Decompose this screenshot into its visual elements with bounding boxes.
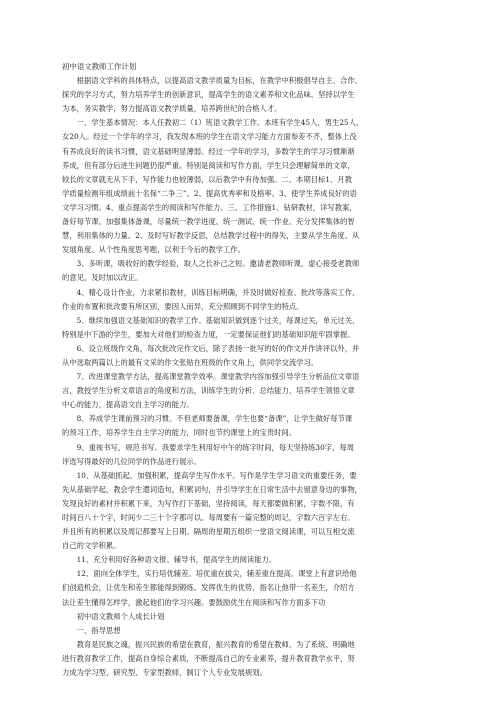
text-line: 评选写得最好的几位同学的作品进行展示。: [62, 456, 202, 466]
text-line: 特别是中下游的学生，要加大对他们的检查力度，一定要保证他们的基础知识能牢固掌握。: [62, 329, 355, 339]
text-line: 10、从基础抓起，加强积累，提高学生写作水平。写作是学生学习语文的重要任务，要: [62, 470, 357, 480]
text-line: 9、重视书写，规范书写。我要求学生利用好中午的练字时间，每天坚持练30字，每周: [62, 442, 355, 452]
text-line: 先从基础学起，教会学生遣词造句，积累词句，并引导学生在日常生活中去留意身边的事物，: [62, 484, 362, 494]
text-line: 发展角度、从个性角度思考题，以利于今后的教学工作。: [62, 245, 245, 255]
text-line: 的预习工作，培养学生自主学习的能力，同时也节约课堂上的宝贵时间。: [62, 428, 297, 438]
text-line: 一、学生基本情况：本人任教初二（1）班语文教学工作。本班有学生45人，男生25人，: [62, 118, 364, 128]
text-line: 5、继续加强语文基础知识的教学工作。基础知识做到逐个过关，每课过关，单元过关，: [62, 315, 360, 325]
text-line: 作业的布置和批改要有所区别，要因人而异，充分照顾到不同学生的特点。: [62, 301, 304, 311]
text-line: 3、多听课，吸收好的教学经验，取人之长补己之短。邀请老教师听课，虚心接受老教师: [62, 259, 360, 269]
text-line: 探究的学习方式，努力培养学生的创新意识，提高学生的语文素养和文化品味。坚持以学生: [62, 90, 355, 100]
text-line: 从中选取两篇以上的最有文采的作文张贴在班级的作文角上，供同学交流学习。: [62, 357, 319, 367]
section-title: 初中语文教师个人成长计划: [62, 611, 165, 621]
text-line: 养成，但有部分后进生问题仍很严重。特别是阅读和写作方面，学生只会理解简单的文章，: [62, 160, 355, 170]
text-line: 女20人。经过一个学年的学习，我发现本班的学生在语文学习能力方面参差不齐，整体上没: [62, 132, 357, 142]
text-line: 并且所有的积累以及周记都要写上日期。隔周的星期五组织一堂语文阅读课，可以互相交流: [62, 527, 355, 537]
text-line: 文学习习惯。4、重点提高学生的阅读和写作能力。三、工作措施1、钻研教材，详写教案，: [62, 202, 357, 212]
document-page: [62, 60, 436, 680]
text-line: 进行教育教学工作，提高自身综合素质，不断提高自己的专业素养，提升教育教学水平，努: [62, 653, 355, 663]
text-line: 法让差生懂得怎样学，激起他们的学习兴趣。要鼓励优生在阅读和写作方面多下功: [62, 597, 326, 607]
text-line: 11、充分利用好各种语文报、辅导书，提高学生的阅读能力。: [62, 555, 277, 565]
text-line: 备好每节课。加强集体备课，尽量统一教学进度、统一测试、统一作业。充分发挥集体的智: [62, 217, 355, 227]
text-line: 的意见，及时加以改正。: [62, 273, 143, 283]
text-line: 7、改进课堂教学方法，提高课堂教学效率。课堂教学内容加强引导学生分析品位文章语: [62, 372, 360, 382]
text-line: 8、养成学生课前预习的习惯。不但老师要备课，学生也要“备课”，让学生做好每节课: [62, 414, 353, 424]
text-line: 言，教授学生分析文章语言的角度和方法，训练学生的分析、总结能力，培养学生领悟文章: [62, 386, 355, 396]
text-line: 教育是民族之魂，振兴民族的希望在教育，振兴教育的希望在教师。为了系统、明确地: [62, 639, 355, 649]
document-title: 初中语文教师工作计划: [62, 62, 137, 71]
text-line: 为本，务实教学，努力提高语文教学质量，培养跨世纪的合格人才。: [62, 104, 282, 114]
text-line: 中心的能力，提高语文自主学习的能力。: [62, 400, 194, 410]
text-line: 力成为学习型、研究型、专家型教师，制订个人专业发展规划。: [62, 668, 267, 678]
text-line: 时间百八十个字，时间少二三十个字都可以。每周要有一篇完整的周记，字数六百字左右。: [62, 513, 355, 522]
text-line: 6、设立班级作文角，每次批改完作文后，除了表扬一批写的好的作文并作讲评以外，并: [62, 343, 360, 353]
section-heading: 一、指导思想: [62, 625, 121, 635]
text-line: 根据语文学科的具体特点，以提高语文教学质量为目标，在教学中积极倡导自主、合作、: [62, 76, 362, 86]
text-line: 4、精心设计作业，力求紧扣教材，训练目标明确，并及时做好检查、批改等落实工作、: [62, 287, 360, 297]
text-line: 较长的文章就无从下手，写作能力也较薄弱，以后教学中有待加强。二、本期目标1、月教: [62, 174, 353, 184]
text-line: 有养成良好的读书习惯，语文基础明显薄弱。经过一学年的学习，多数学生的学习习惯渐渐: [62, 146, 355, 156]
text-line: 自己的文学积累。: [62, 541, 121, 551]
text-line: 们创造机会，让优生和差生都能得到锻炼。发挥优生的优势，指名让他带一名差生，介绍方: [62, 583, 355, 593]
text-line: 12、面向全体学生，实行培优辅差。培优重在拔尖，辅差重在提高。课堂上有意识给他: [62, 569, 357, 579]
text-line: 发现良好的素材并积累下来，为写作打下基础，坚持阅读，每天都要做积累，字数不限，有: [62, 498, 355, 508]
text-line: 学质量检测年组成绩前十名保“二争三”。2、提高优秀率和及格率。3、使学生养成良好的语: [62, 188, 357, 198]
text-line: 慧，利用集体的力量。2、及时写好教学反思，总结教学过程中的得失，主要从学生角度、从: [62, 231, 360, 241]
